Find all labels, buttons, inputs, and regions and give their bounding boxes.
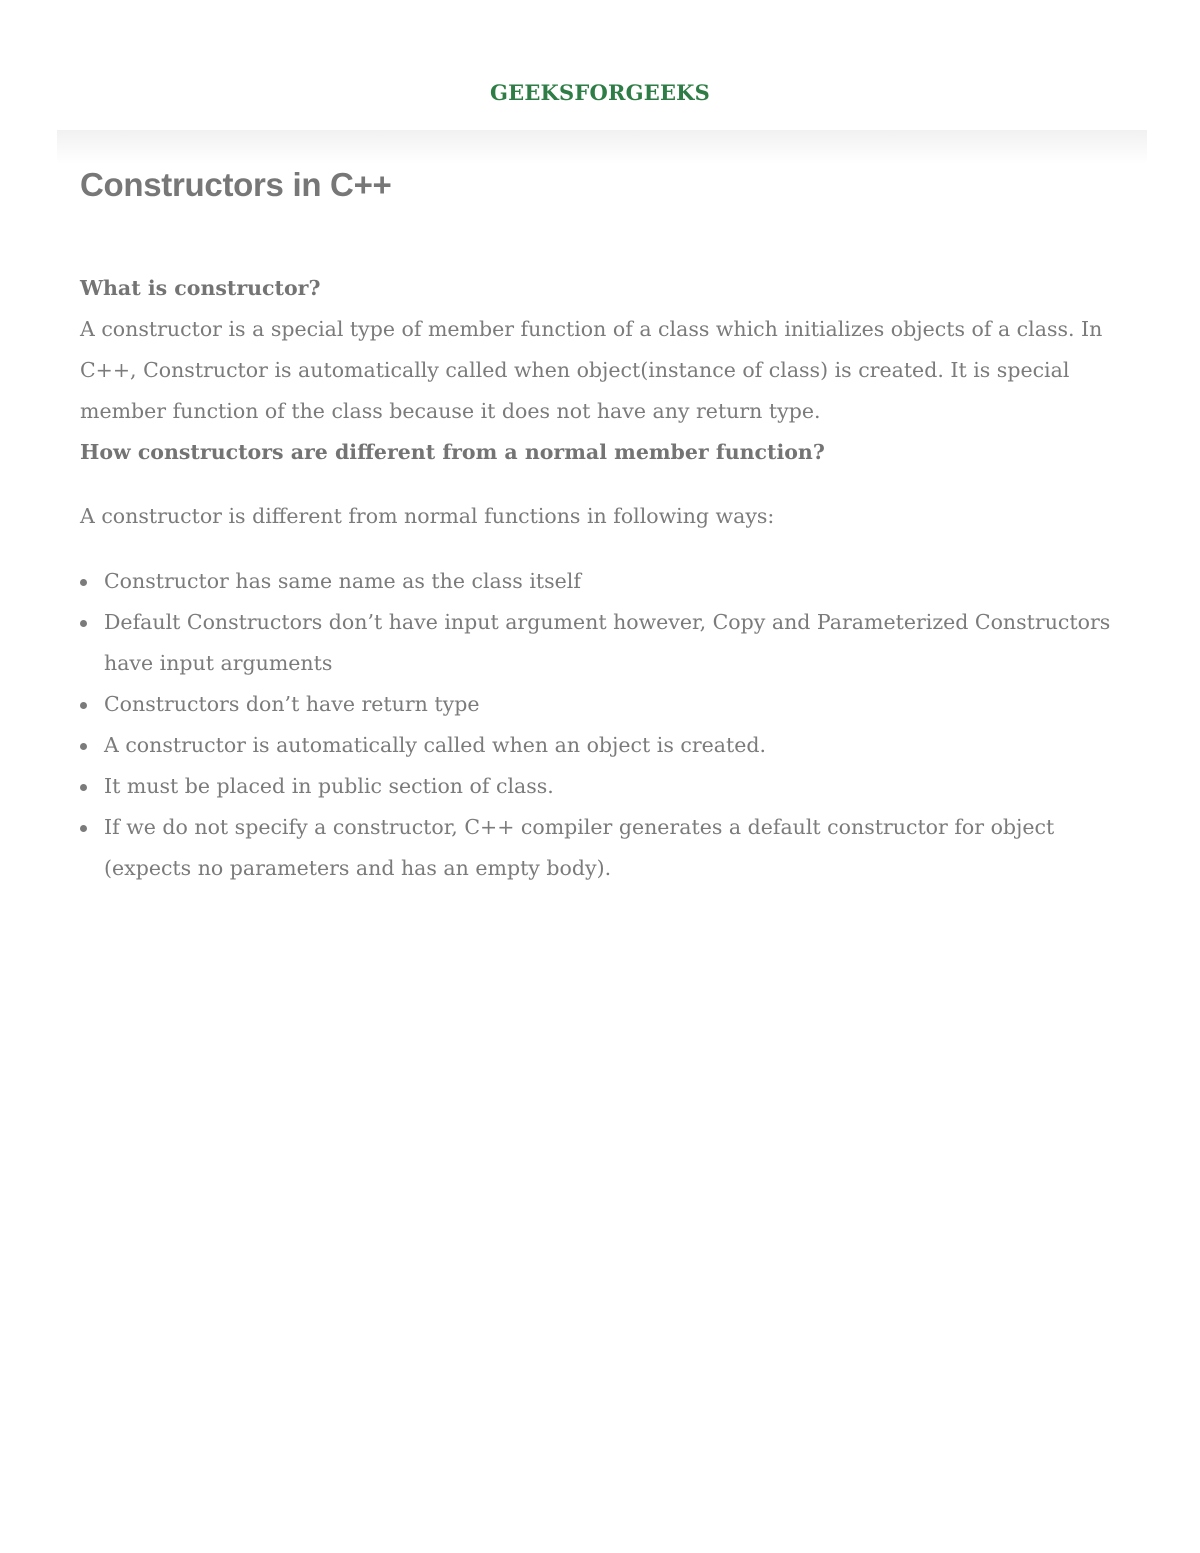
site-header xyxy=(0,0,1200,130)
question-heading-difference: How constructors are different from a normal member function? xyxy=(80,440,825,464)
difference-list xyxy=(80,561,1120,889)
list-item xyxy=(80,561,1120,602)
site-name[interactable]: GEEKSFORGEEKS xyxy=(490,80,710,105)
list-item xyxy=(80,807,1120,889)
bullet-icon xyxy=(80,743,87,750)
list-item xyxy=(80,684,1120,725)
article-title: Constructors in C++ xyxy=(80,166,392,203)
bullet-icon xyxy=(80,702,87,709)
list-item-text: It must be placed in public section of class. xyxy=(104,774,554,798)
list-item-text: A constructor is automatically called when an object is created. xyxy=(104,733,767,757)
bullet-icon xyxy=(80,579,87,586)
article-body xyxy=(80,160,1120,889)
list-item-text: Default Constructors don’t have input argument however, Copy and Parameterized Constructors have input arguments xyxy=(104,610,1111,675)
list-item xyxy=(80,766,1120,807)
bullet-icon xyxy=(80,825,87,832)
list-item xyxy=(80,602,1120,684)
list-item-text: Constructor has same name as the class itself xyxy=(104,569,581,593)
list-item xyxy=(80,725,1120,766)
header-divider-shadow xyxy=(57,130,1147,164)
bullet-icon xyxy=(80,784,87,791)
intro-paragraph: A constructor is different from normal functions in following ways: xyxy=(80,504,775,528)
bullet-icon xyxy=(80,620,87,627)
answer-paragraph: A constructor is a special type of member function of a class which initializes objects of a class. In C++, Constructor is automatically called when object(instance of class) is created. It is special member function of the class because it does not have any return type. xyxy=(80,317,1103,423)
list-item-text: Constructors don’t have return type xyxy=(104,692,480,716)
question-heading-what-is-constructor: What is constructor? xyxy=(80,276,321,300)
list-item-text: If we do not specify a constructor, C++ compiler generates a default constructor for object (expects no parameters and has an empty body). xyxy=(104,815,1055,880)
